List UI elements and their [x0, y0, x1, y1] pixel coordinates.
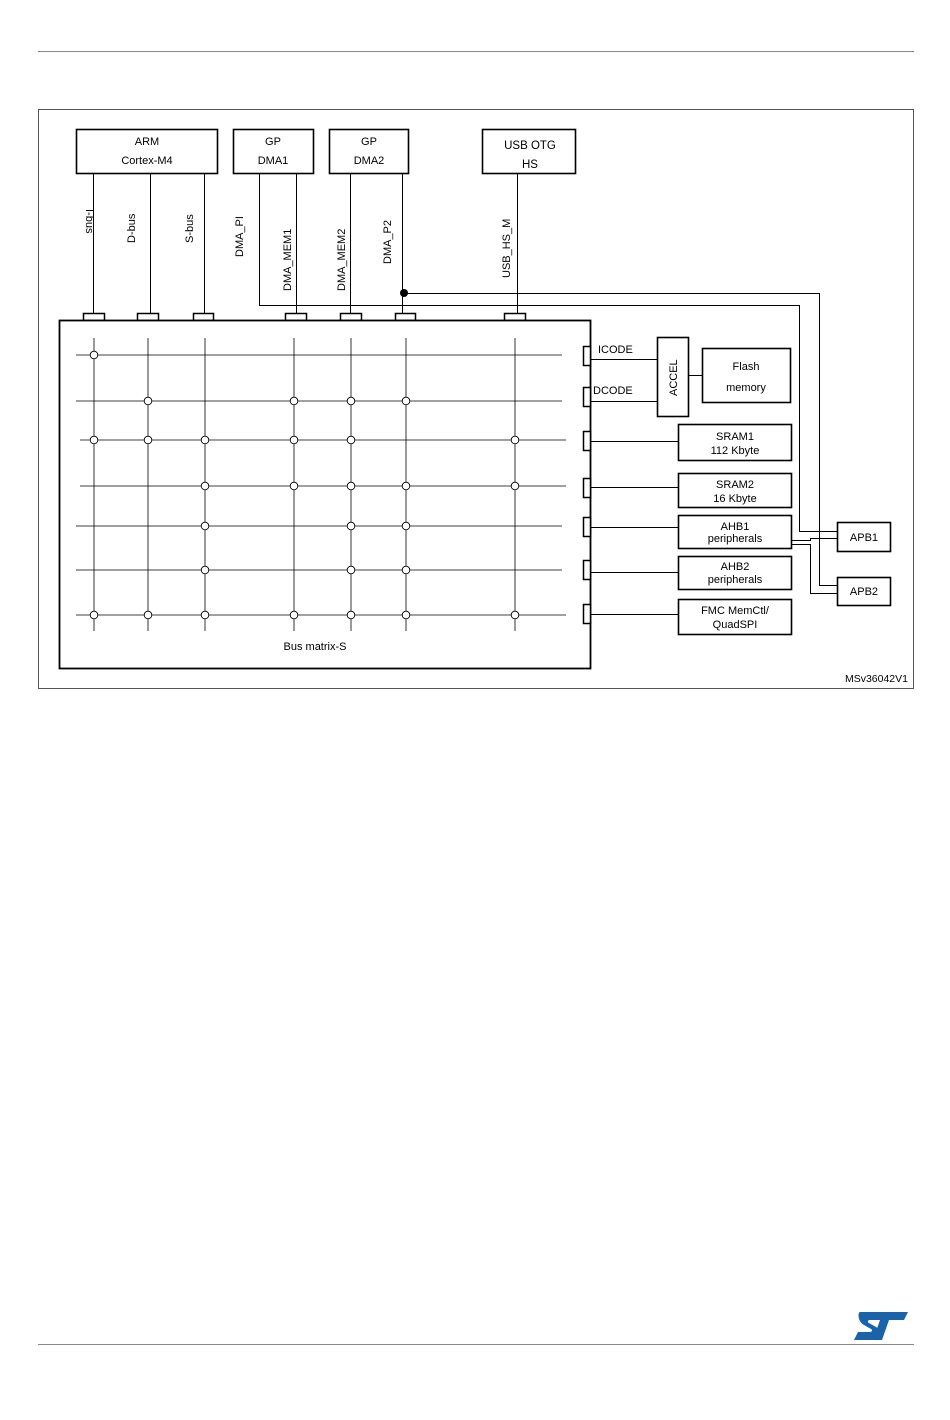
- accel-block: [658, 338, 689, 417]
- switch-node-icon: [201, 522, 209, 530]
- switch-node-icon: [402, 482, 410, 490]
- st-logo-icon: [852, 1310, 910, 1342]
- switch-node-icon: [402, 566, 410, 574]
- usb-hs-label: HS: [522, 159, 538, 171]
- quadspi-label: QuadSPI: [712, 619, 758, 631]
- dma1-gp-label: GP: [265, 136, 281, 148]
- master-ports: [84, 314, 526, 321]
- ahb1-peripherals-label: peripherals: [707, 533, 763, 545]
- dbus-label: D-bus: [126, 213, 138, 243]
- switch-node-icon: [144, 611, 152, 619]
- apb1-block: [838, 523, 891, 552]
- dma-mem2-label: DMA_MEM2: [336, 228, 348, 291]
- switch-node-icon: [290, 611, 298, 619]
- dma-p2-label: DMA_P2: [382, 219, 394, 264]
- switch-node-icon: [347, 522, 355, 530]
- sram1-block: [679, 425, 792, 461]
- switch-node-icon: [290, 397, 298, 405]
- sbus-label: S-bus: [184, 214, 196, 243]
- switch-node-icon: [90, 611, 98, 619]
- dcode-label: DCODE: [593, 385, 633, 397]
- icode-label: ICODE: [598, 344, 633, 356]
- ahb1-label: AHB1: [720, 521, 750, 533]
- arm-label: ARM: [134, 136, 160, 148]
- apb2-label: APB2: [849, 586, 879, 598]
- sram2-size-label: 16 Kbyte: [713, 493, 757, 505]
- sram2-label: SRAM2: [716, 479, 754, 491]
- flash-memory-block: [703, 349, 791, 403]
- bus-matrix: [60, 321, 591, 669]
- switch-node-icon: [144, 436, 152, 444]
- gp-dma1-block: [234, 130, 314, 174]
- switch-node-icon: [511, 436, 519, 444]
- junction-dot-icon: [400, 289, 408, 297]
- memory-label: memory: [726, 382, 766, 394]
- switch-node-icon: [347, 482, 355, 490]
- dma-pi-label: DMA_PI: [234, 216, 246, 257]
- switch-node-icon: [144, 397, 152, 405]
- arm-cortex-m4-block: [77, 130, 218, 174]
- usb-otg-hs-block: [483, 130, 576, 174]
- switch-node-icon: [290, 436, 298, 444]
- sram1-label: SRAM1: [716, 431, 754, 443]
- cortex-label: Cortex-M4: [121, 155, 173, 167]
- gp-dma2-block: [330, 130, 409, 174]
- switch-node-icon: [201, 482, 209, 490]
- switch-node-icon: [402, 611, 410, 619]
- switch-node-icon: [201, 611, 209, 619]
- ibus-label: I-bus: [83, 209, 95, 234]
- ahb2-label: AHB2: [720, 561, 750, 573]
- dma2-gp-label: GP: [361, 136, 377, 148]
- apb2-block: [838, 578, 891, 606]
- switch-node-icon: [201, 436, 209, 444]
- bus-matrix-label: Bus matrix-S: [283, 641, 347, 653]
- figure-id-label: MSv36042V1: [844, 673, 908, 685]
- accel-label: ACCEL: [668, 359, 680, 396]
- dma2-label: DMA2: [353, 155, 385, 167]
- ahb2-peripherals-label: peripherals: [707, 574, 763, 586]
- apb1-label: APB1: [849, 532, 879, 544]
- switch-node-icon: [511, 611, 519, 619]
- switch-node-icon: [90, 351, 98, 359]
- switch-node-icon: [347, 397, 355, 405]
- ahb1-peripherals-block: [679, 516, 792, 549]
- sram2-block: [679, 474, 792, 508]
- switch-node-icon: [290, 482, 298, 490]
- switch-node-icon: [402, 522, 410, 530]
- usb-otg-label: USB OTG: [504, 140, 556, 152]
- switch-node-icon: [511, 482, 519, 490]
- switch-node-icon: [347, 436, 355, 444]
- usb-hs-m-label: USB_HS_M: [501, 218, 513, 278]
- switch-node-icon: [347, 611, 355, 619]
- flash-label: Flash: [732, 361, 760, 373]
- switch-node-icon: [347, 566, 355, 574]
- switch-node-icon: [201, 566, 209, 574]
- dma1-label: DMA1: [257, 155, 289, 167]
- switch-node-icon: [90, 436, 98, 444]
- fmc-quadspi-block: [679, 600, 792, 635]
- fmc-label: FMC MemCtl/: [701, 605, 769, 617]
- dma-mem1-label: DMA_MEM1: [282, 228, 294, 291]
- switch-node-icon: [402, 397, 410, 405]
- ahb2-peripherals-block: [679, 557, 792, 590]
- sram1-size-label: 112 Kbyte: [710, 445, 760, 457]
